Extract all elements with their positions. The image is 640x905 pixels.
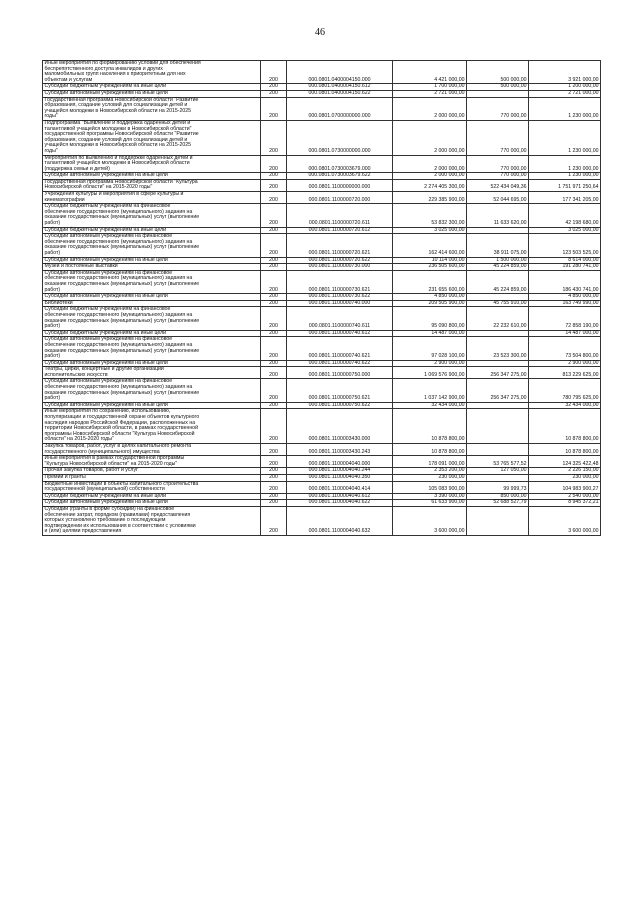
table-row: [43, 120, 601, 155]
row-dept-code: 200: [261, 84, 287, 91]
table-row: [43, 155, 601, 173]
row-dept-code: 200: [261, 204, 287, 227]
row-dept-code: 200: [261, 234, 287, 257]
row-name: Субсидии бюджетным учреждениям на иные цели: [43, 330, 261, 337]
row-name: Субсидии автономным учреждениям на иные цели: [43, 402, 261, 409]
row-approved: 2 000 000,00: [393, 173, 467, 180]
row-remaining: 1 751 971 250,64: [529, 179, 601, 191]
row-remaining: 14 487 000,00: [529, 330, 601, 337]
row-remaining: 73 504 800,00: [529, 337, 601, 360]
row-name: Субсидии автономным учреждениям на иные цели: [43, 294, 261, 301]
row-approved: 2 000 000,00: [393, 155, 467, 173]
row-name: Библиотеки: [43, 300, 261, 307]
row-remaining: 10 878 800,00: [529, 444, 601, 456]
table-row: [43, 444, 601, 456]
row-budget-code: 000.0801.0400004150.612: [287, 84, 393, 91]
row-budget-code: 000.0801.0700000000.000: [287, 97, 393, 120]
row-budget-code: 000.0801.0400004150.000: [287, 61, 393, 84]
row-dept-code: 200: [261, 257, 287, 264]
row-dept-code: 200: [261, 179, 287, 191]
row-dept-code: 200: [261, 264, 287, 271]
row-remaining: 1 230 000,00: [529, 173, 601, 180]
row-remaining: 8 945 372,21: [529, 500, 601, 507]
row-budget-code: 000.0801.1100004040.612: [287, 493, 393, 500]
row-budget-code: 000.0801.1100000720.000: [287, 192, 393, 204]
row-budget-code: 000.0801.1100003430.000: [287, 409, 393, 444]
row-dept-code: 200: [261, 337, 287, 360]
table-row: [43, 337, 601, 360]
row-remaining: 32 434 000,00: [529, 402, 601, 409]
row-dept-code: 200: [261, 192, 287, 204]
row-remaining: 177 341 205,00: [529, 192, 601, 204]
row-dept-code: 200: [261, 493, 287, 500]
row-name: Государственная программа Новосибирской области "Развитие образования, создание условий для социализации детей и учащейся молодежи в Новосибирской области на 2015-2025 годы": [43, 97, 261, 120]
row-approved: 10 878 800,00: [393, 409, 467, 444]
row-name: Субсидии автономным учреждениям на финансовое обеспечение государственного (муниципального) задания на оказание государственных (муниципальных) услуг (выполнение работ): [43, 379, 261, 402]
row-executed: 52 044 695,00: [467, 192, 529, 204]
row-name: Субсидии автономным учреждениям на иные цели: [43, 90, 261, 97]
row-budget-code: 000.0801.1100004040.000: [287, 456, 393, 468]
row-name: Субсидии бюджетным учреждениям на финансовое обеспечение государственного (муниципального) задания на оказание государственных (муниципальных) услуг (выполнение работ): [43, 307, 261, 330]
table-row: [43, 379, 601, 402]
row-budget-code: 000.0801.1100000720.612: [287, 227, 393, 234]
row-approved: 3 390 000,00: [393, 493, 467, 500]
row-approved: 1 700 000,00: [393, 84, 467, 91]
row-name: Прочая закупка товаров, работ и услуг: [43, 468, 261, 475]
row-executed: 23 523 300,00: [467, 337, 529, 360]
row-remaining: 124 325 422,48: [529, 456, 601, 468]
row-executed: 770 000,00: [467, 155, 529, 173]
row-remaining: 1 200 000,00: [529, 84, 601, 91]
row-dept-code: 200: [261, 468, 287, 475]
row-name: Закупка товаров, работ, услуг в целях капитального ремонта государственного (муниципального) имущества: [43, 444, 261, 456]
row-budget-code: 000.0801.1100004040.244: [287, 468, 393, 475]
row-budget-code: 000.0801.0730003679.000: [287, 155, 393, 173]
row-budget-code: 000.0801.1100000720.611: [287, 204, 393, 227]
row-dept-code: 200: [261, 481, 287, 493]
row-executed: [467, 474, 529, 481]
row-executed: [467, 227, 529, 234]
row-executed: 256 347 275,00: [467, 367, 529, 379]
row-budget-code: 000.0801.1100000730.622: [287, 294, 393, 301]
row-approved: 230 000,00: [393, 474, 467, 481]
row-executed: [467, 506, 529, 535]
row-dept-code: 200: [261, 270, 287, 293]
table-row: [43, 506, 601, 535]
row-name: Субсидии автономным учреждениям на иные цели: [43, 173, 261, 180]
row-name: Субсидии автономным учреждениям на иные цели: [43, 360, 261, 367]
row-remaining: 780 795 625,00: [529, 379, 601, 402]
row-approved: 14 487 000,00: [393, 330, 467, 337]
row-budget-code: 000.0801.1100000730.621: [287, 270, 393, 293]
row-name: Мероприятия по выявлению и поддержке одаренных детей и талантливой учащейся молодежи в Новосибирской области (поддержка семьи и детей): [43, 155, 261, 173]
table-row: [43, 192, 601, 204]
table-row: [43, 97, 601, 120]
row-executed: 500 000,00: [467, 84, 529, 91]
row-remaining: 191 280 741,00: [529, 264, 601, 271]
row-name: Субсидии бюджетным учреждениям на финансовое обеспечение государственного (муниципального) задания на оказание государственных (муниципальных) услуг (выполнение работ): [43, 204, 261, 227]
row-executed: 770 000,00: [467, 97, 529, 120]
row-budget-code: 000.0801.1100000750.000: [287, 367, 393, 379]
row-executed: 22 232 610,00: [467, 307, 529, 330]
row-approved: 3 025 000,00: [393, 227, 467, 234]
row-budget-code: 000.0801.1100000750.622: [287, 402, 393, 409]
row-executed: 52 688 527,79: [467, 500, 529, 507]
budget-table: [42, 60, 601, 536]
row-dept-code: 200: [261, 456, 287, 468]
row-remaining: 163 749 990,00: [529, 300, 601, 307]
row-budget-code: 000.0801.1100000740.621: [287, 337, 393, 360]
row-executed: 770 000,00: [467, 173, 529, 180]
row-name: Субсидии бюджетным учреждениям на иные цели: [43, 227, 261, 234]
row-executed: 45 224 859,00: [467, 270, 529, 293]
row-name: Иные мероприятия по сохранению, использованию, популяризации и государственной охране объектов культурного наследия народов Российской Федерации, расположенных на территории Новосибирской области, в рамках государственной программы Новосибирской области "Культура Новосибирской области" на 2015-2020 годы": [43, 409, 261, 444]
row-dept-code: 200: [261, 155, 287, 173]
row-dept-code: 200: [261, 367, 287, 379]
row-dept-code: 200: [261, 506, 287, 535]
row-budget-code: 000.0801.1100000740.612: [287, 330, 393, 337]
row-approved: 97 028 100,00: [393, 337, 467, 360]
row-approved: 2 274 405 300,00: [393, 179, 467, 191]
row-approved: 10 878 800,00: [393, 444, 467, 456]
row-approved: 209 505 900,00: [393, 300, 467, 307]
row-approved: 4 421 000,00: [393, 61, 467, 84]
row-dept-code: 200: [261, 360, 287, 367]
row-approved: 61 633 900,00: [393, 500, 467, 507]
row-executed: 256 347 275,00: [467, 379, 529, 402]
row-approved: 236 505 600,00: [393, 264, 467, 271]
row-budget-code: 000.0801.1100000720.621: [287, 234, 393, 257]
row-remaining: 4 850 000,00: [529, 294, 601, 301]
row-name: Субсидии автономным учреждениям на финансовое обеспечение государственного (муниципального) задания на оказание государственных (муниципальных) услуг (выполнение работ): [43, 234, 261, 257]
row-remaining: 3 025 000,00: [529, 227, 601, 234]
table-row: [43, 481, 601, 493]
row-approved: 53 832 300,00: [393, 204, 467, 227]
row-remaining: 2 721 000,00: [529, 90, 601, 97]
row-executed: 500 000,00: [467, 61, 529, 84]
table-row: [43, 307, 601, 330]
row-dept-code: 200: [261, 409, 287, 444]
row-dept-code: 200: [261, 173, 287, 180]
row-executed: [467, 360, 529, 367]
row-executed: 45 755 910,00: [467, 300, 529, 307]
row-executed: 522 434 049,36: [467, 179, 529, 191]
row-budget-code: 000.0801.1100004040.350: [287, 474, 393, 481]
row-approved: 10 114 000,00: [393, 257, 467, 264]
row-approved: 105 083 900,00: [393, 481, 467, 493]
row-remaining: 1 230 000,00: [529, 120, 601, 155]
row-executed: 850 000,00: [467, 493, 529, 500]
table-row: [43, 367, 601, 379]
row-executed: 53 765 577,52: [467, 456, 529, 468]
row-name: Субсидии автономным учреждениям на иные цели: [43, 500, 261, 507]
row-executed: 45 224 859,00: [467, 264, 529, 271]
row-remaining: 813 229 625,00: [529, 367, 601, 379]
row-budget-code: 000.0801.1100003430.243: [287, 444, 393, 456]
row-name: Бюджетные инвестиции в объекты капитального строительства государственной (муниципальной) собственности: [43, 481, 261, 493]
row-dept-code: 200: [261, 307, 287, 330]
row-budget-code: 000.0801.0400004150.622: [287, 90, 393, 97]
row-approved: 2 721 000,00: [393, 90, 467, 97]
row-name: Подпрограмма "Выявление и поддержка одаренных детей и талантливой учащейся молодежи в Новосибирской области" государственной программы Новосибирской области "Развитие образования, создание условий для социализации детей и учащейся молодежи в Новосибирской области на 2015-2025 годы": [43, 120, 261, 155]
row-budget-code: 000.0801.1100000730.000: [287, 264, 393, 271]
row-name: Учреждения культуры и мероприятия в сфере культуры и кинематографии: [43, 192, 261, 204]
row-name: Субсидии автономным учреждениям на финансовое обеспечение государственного (муниципального) задания на оказание государственных (муниципальных) услуг (выполнение работ): [43, 337, 261, 360]
row-dept-code: 200: [261, 444, 287, 456]
row-remaining: 1 230 000,00: [529, 97, 601, 120]
row-remaining: 1 230 000,00: [529, 155, 601, 173]
row-executed: 99 999,73: [467, 481, 529, 493]
row-executed: 38 911 075,00: [467, 234, 529, 257]
row-dept-code: 200: [261, 330, 287, 337]
row-remaining: 2 900 000,00: [529, 360, 601, 367]
row-budget-code: 000.0801.0730000000.000: [287, 120, 393, 155]
row-remaining: 230 000,00: [529, 474, 601, 481]
row-approved: 32 434 000,00: [393, 402, 467, 409]
row-name: Театры, цирки, концертные и другие организации исполнительских искусств: [43, 367, 261, 379]
row-budget-code: 000.0801.1100004040.632: [287, 506, 393, 535]
row-remaining: 8 614 000,00: [529, 257, 601, 264]
row-dept-code: 200: [261, 227, 287, 234]
row-approved: 162 414 600,00: [393, 234, 467, 257]
row-remaining: 10 878 800,00: [529, 409, 601, 444]
row-approved: 1 069 576 900,00: [393, 367, 467, 379]
row-executed: 127 050,00: [467, 468, 529, 475]
row-dept-code: 200: [261, 474, 287, 481]
page-number: 46: [315, 27, 325, 38]
row-dept-code: 200: [261, 402, 287, 409]
row-dept-code: 200: [261, 90, 287, 97]
row-dept-code: 200: [261, 97, 287, 120]
row-name: Субсидии автономным учреждениям на иные цели: [43, 257, 261, 264]
row-dept-code: 200: [261, 379, 287, 402]
row-remaining: 72 858 190,00: [529, 307, 601, 330]
row-approved: 4 850 000,00: [393, 294, 467, 301]
table-row: [43, 409, 601, 444]
row-approved: 1 037 142 900,00: [393, 379, 467, 402]
row-name: Государственная программа Новосибирской области "Культура Новосибирской области" на 2015-2020 годы": [43, 179, 261, 191]
row-name: Субсидии бюджетным учреждениям на иные цели: [43, 84, 261, 91]
row-dept-code: 200: [261, 61, 287, 84]
row-approved: 178 091 000,00: [393, 456, 467, 468]
row-budget-code: 000.0801.1100000740.622: [287, 360, 393, 367]
table-row: [43, 204, 601, 227]
row-approved: 2 353 200,00: [393, 468, 467, 475]
row-approved: 2 900 000,00: [393, 360, 467, 367]
row-budget-code: 000.0801.1100004040.414: [287, 481, 393, 493]
row-remaining: 3 921 000,00: [529, 61, 601, 84]
row-remaining: 2 540 000,00: [529, 493, 601, 500]
row-budget-code: 000.0801.0730003679.622: [287, 173, 393, 180]
row-dept-code: 200: [261, 120, 287, 155]
row-budget-code: 000.0801.1100004040.622: [287, 500, 393, 507]
row-approved: 2 000 000,00: [393, 97, 467, 120]
row-approved: 229 385 900,00: [393, 192, 467, 204]
row-executed: 11 633 620,00: [467, 204, 529, 227]
table-row: [43, 270, 601, 293]
table-row: [43, 179, 601, 191]
row-executed: [467, 444, 529, 456]
row-approved: 3 600 000,00: [393, 506, 467, 535]
row-remaining: 3 600 000,00: [529, 506, 601, 535]
row-approved: 95 090 800,00: [393, 307, 467, 330]
row-name: Иные мероприятия в рамках государственной программы "Культура Новосибирской области" на 2015-2020 годы": [43, 456, 261, 468]
row-executed: [467, 330, 529, 337]
table-row: [43, 61, 601, 84]
row-remaining: 2 226 150,00: [529, 468, 601, 475]
row-budget-code: 000.0801.1100000000.000: [287, 179, 393, 191]
row-executed: [467, 402, 529, 409]
row-approved: 2 000 000,00: [393, 120, 467, 155]
row-dept-code: 200: [261, 294, 287, 301]
row-budget-code: 000.0801.1100000720.622: [287, 257, 393, 264]
row-remaining: 186 430 741,00: [529, 270, 601, 293]
budget-table-body: [43, 61, 601, 536]
row-budget-code: 000.0801.1100000750.621: [287, 379, 393, 402]
row-remaining: 42 198 680,00: [529, 204, 601, 227]
row-remaining: 123 503 525,00: [529, 234, 601, 257]
table-row: [43, 234, 601, 257]
row-executed: 770 000,00: [467, 120, 529, 155]
row-name: Премии и гранты: [43, 474, 261, 481]
row-dept-code: 200: [261, 300, 287, 307]
row-name: Субсидии автономным учреждениям на финансовое обеспечение государственного (муниципального) задания на оказание государственных (муниципальных) услуг (выполнение работ): [43, 270, 261, 293]
row-approved: 231 655 600,00: [393, 270, 467, 293]
row-name: Музеи и постоянные выставки: [43, 264, 261, 271]
row-budget-code: 000.0801.1100000740.611: [287, 307, 393, 330]
row-name: Субсидии бюджетным учреждениям на иные цели: [43, 493, 261, 500]
row-dept-code: 200: [261, 500, 287, 507]
row-name: Субсидии (гранты в форме субсидий) на финансовое обеспечение затрат, порядком (правилами) предоставления которых установлено требование о последующем подтверждении их использования в соответствии с условиями и (или) целями предоставления: [43, 506, 261, 535]
row-budget-code: 000.0801.1100000740.000: [287, 300, 393, 307]
table-row: [43, 456, 601, 468]
row-executed: 1 500 000,00: [467, 257, 529, 264]
row-executed: [467, 90, 529, 97]
row-name: Иные мероприятия по формированию условий для обеспечения беспрепятственного доступа инвалидов и других маломобильных групп населения к приоритетным для них объектам и услугам: [43, 61, 261, 84]
row-executed: [467, 409, 529, 444]
row-remaining: 104 983 900,27: [529, 481, 601, 493]
